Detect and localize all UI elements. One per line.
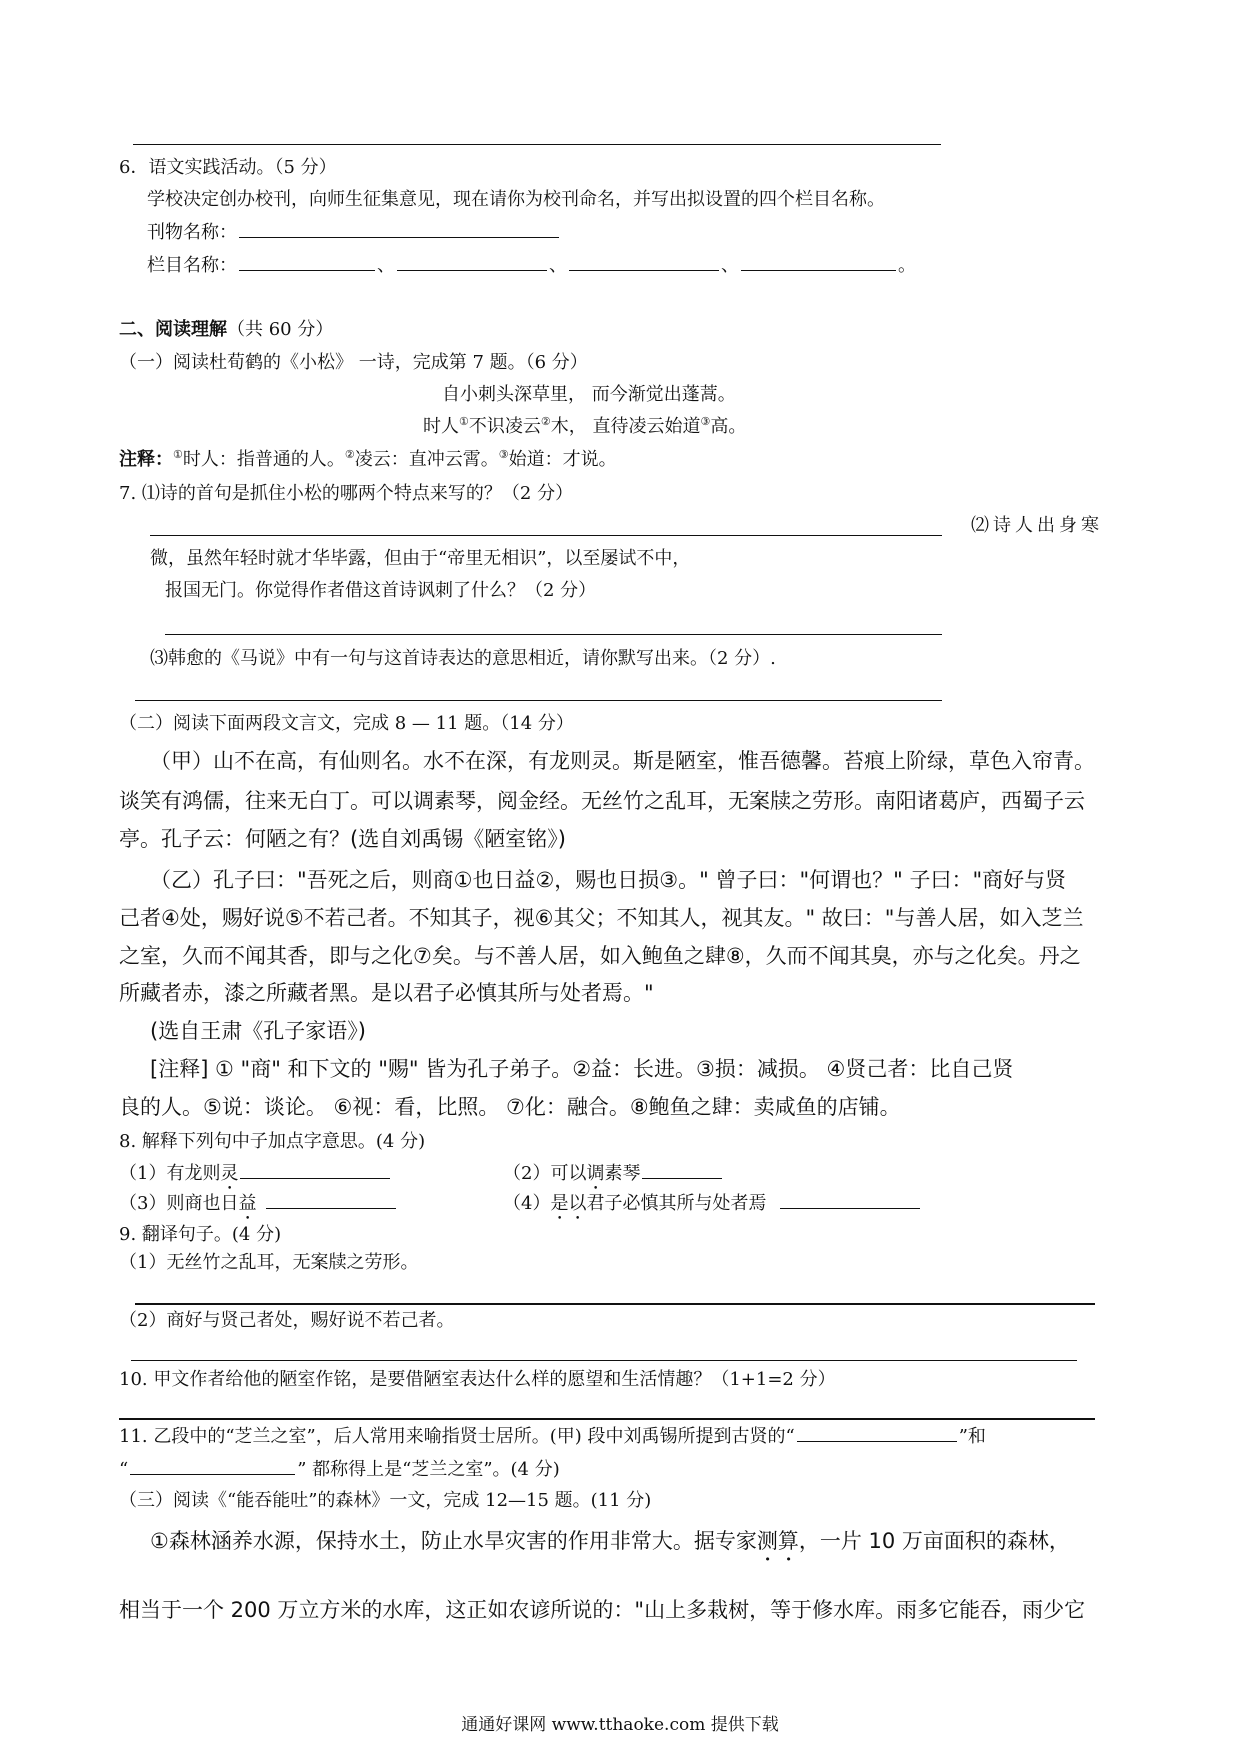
- question-7-sub3: ⑶韩愈的《马说》中有一句与这首诗表达的意思相近，请你默写出来。（2 分）.: [150, 648, 776, 669]
- question-11-line-2: [119, 1461, 560, 1479]
- separator: 、: [377, 255, 395, 276]
- answer-line[interactable]: [135, 1303, 1095, 1305]
- question-8-item-2: [503, 1163, 724, 1194]
- separator: 、: [721, 255, 739, 276]
- section-2-heading: [119, 321, 333, 339]
- answer-line[interactable]: [131, 1360, 1077, 1361]
- dotted-word: 测算: [756, 1529, 799, 1553]
- passage-3-line-2: 相当于一个 200 万立方米的水库，这正如农谚所说的："山上多栽树，等于修水库。雨多它能吞，雨少它: [119, 1598, 1086, 1622]
- passage-text: ，一片 10 万亩面积的森林，: [798, 1529, 1070, 1553]
- column-blank-2[interactable]: [397, 269, 547, 271]
- dotted-char: 益: [238, 1193, 257, 1214]
- item-text: （3）则商也日: [119, 1193, 239, 1214]
- poem-line-2: [423, 415, 747, 437]
- note-text: 凌云：直冲云霄。: [354, 449, 499, 470]
- poem-text: 高。: [710, 416, 747, 437]
- passage-3-line-1: [150, 1529, 1070, 1566]
- question-9-title: 9. 翻译句子。(4 分): [119, 1224, 282, 1245]
- answer-line[interactable]: [165, 634, 942, 635]
- note-text: 时人：指普通的人。: [182, 449, 345, 470]
- poem-text: 木， 直待凌云始道: [550, 416, 701, 437]
- question-7-sub2-line1: 微，虽然年轻时就才华毕露，但由于“帝里无相识”，以至屡试不中，: [150, 548, 691, 569]
- note-marker: ②: [540, 415, 551, 428]
- passage-notes-line-1: [注释] ① "商" 和下文的 "赐" 皆为孔子弟子。②益：长进。③损：减损。 ④贤己者：比自己贤: [150, 1057, 1014, 1081]
- poem-line-1: 自小刺头深草里， 而今渐觉出蓬蒿。: [442, 384, 736, 405]
- item-text: 君子必慎其所与处者焉: [586, 1193, 767, 1214]
- answer-line[interactable]: [119, 1418, 1095, 1420]
- question-7-sub1: 7. ⑴诗的首句是抓住小松的哪两个特点来写的？（2 分）: [119, 483, 574, 504]
- note-marker: ①: [173, 448, 183, 461]
- passage-yi-line-3: 之室，久而不闻其香，即与之化⑦矣。与不善人居，如入鲍鱼之肆⑧，久而不闻其臭，亦与之化矣。丹之: [119, 944, 1081, 968]
- passage-yi-line-4: 所藏者赤，漆之所藏者黑。是以君子必慎其所与处者焉。": [119, 981, 654, 1005]
- passage-jia-line-3: 亭。孔子云：何陋之有？(选自刘禹锡《陋室铭》): [119, 827, 566, 851]
- dotted-char: 灵: [220, 1163, 239, 1184]
- item-text: （4）: [503, 1193, 551, 1214]
- passage-jia-line-2: 谈笑有鸿儒，往来无白丁。可以调素琴，阅金经。无丝竹之乱耳，无案牍之劳形。南阳诸葛庐，西蜀子云: [119, 789, 1085, 813]
- answer-blank[interactable]: [780, 1207, 920, 1209]
- passage-text: ①森林涵养水源，保持水土，防止水旱灾害的作用非常大。据专家: [150, 1529, 757, 1553]
- magazine-name-row: [147, 224, 561, 242]
- note-marker: ③: [498, 448, 509, 461]
- column-blank-3[interactable]: [569, 269, 719, 271]
- question-text: ”和: [958, 1426, 986, 1447]
- column-blank-1[interactable]: [239, 269, 375, 271]
- item-text: 素琴: [604, 1163, 641, 1184]
- question-6-prompt: 学校决定创办校刊，向师生征集意见，现在请你为校刊命名，并写出拟设置的四个栏目名称。: [147, 189, 885, 210]
- dotted-char: 调: [586, 1163, 605, 1184]
- passage-jia-line-1: （甲）山不在高，有仙则名。水不在深，有龙则灵。斯是陋室，惟吾德馨。苔痕上阶绿，草色入帘青。: [150, 749, 1095, 773]
- question-9-sentence-2: （2）商好与贤己者处，赐好说不若己者。: [119, 1310, 455, 1331]
- answer-blank[interactable]: [240, 1177, 390, 1179]
- answer-line[interactable]: [135, 700, 942, 701]
- question-7-sub2-line2: 报国无门。你觉得作者借这首诗讽刺了什么？（2 分）: [165, 580, 597, 601]
- question-8-item-4: [503, 1193, 922, 1224]
- question-8-title: 8. 解释下列句中子加点字意思。(4 分): [119, 1131, 426, 1152]
- question-7-sub2-tail: ⑵诗人出身寒: [971, 515, 1103, 536]
- part-3-intro: （三）阅读《“能吞能吐”的森林》一文，完成 12—15 题。(11 分): [119, 1490, 652, 1511]
- answer-line: [133, 144, 941, 145]
- period: 。: [898, 255, 916, 276]
- passage-yi-line-2: 己者④处，赐好说⑤不若己者。不知其子，视⑥其父；不知其人，视其友。" 故曰："与善人居，如入芝兰: [119, 906, 1084, 930]
- answer-blank[interactable]: [642, 1177, 722, 1179]
- note-marker: ②: [344, 448, 355, 461]
- notes-label: 注释：: [119, 449, 173, 470]
- poem-notes: [119, 448, 617, 470]
- note-marker: ①: [459, 415, 469, 428]
- question-9-sentence-1: （1）无丝竹之乱耳，无案牍之劳形。: [119, 1252, 419, 1273]
- answer-blank[interactable]: [797, 1440, 957, 1442]
- passage-yi-source: (选自王肃《孔子家语》): [150, 1019, 366, 1043]
- column-blank-4[interactable]: [741, 269, 896, 271]
- columns-row: [147, 257, 916, 275]
- question-text: 11. 乙段中的“芝兰之室”，后人常用来喻指贤士居所。(甲) 段中刘禹锡所提到古贤的“: [119, 1426, 795, 1447]
- question-10-title: 10. 甲文作者给他的陋室作铭，是要借陋室表达什么样的愿望和生活情趣？（1+1=2 分）: [119, 1369, 836, 1390]
- part-1-intro: （一）阅读杜荀鹤的《小松》 一诗，完成第 7 题。（6 分）: [119, 352, 588, 373]
- item-text: （1）有龙则: [119, 1163, 221, 1184]
- section-2-score: （共 60 分）: [227, 319, 334, 340]
- note-text: 始道：才说。: [508, 449, 617, 470]
- dotted-char: 是以: [550, 1193, 587, 1214]
- answer-line[interactable]: [150, 535, 942, 536]
- poem-text: 时人: [423, 416, 459, 437]
- poem-text: 不识凌云: [468, 416, 541, 437]
- part-2-intro: （二）阅读下面两段文言文，完成 8 — 11 题。（14 分）: [119, 713, 574, 734]
- separator: 、: [549, 255, 567, 276]
- question-8-item-1: [119, 1163, 392, 1194]
- magazine-name-blank[interactable]: [239, 236, 559, 238]
- note-marker: ③: [700, 415, 711, 428]
- question-text: ” 都称得上是“芝兰之室”。(4 分): [297, 1459, 560, 1480]
- question-8-item-3: [119, 1193, 398, 1224]
- question-6-title: 6．语文实践活动。（5 分）: [119, 157, 337, 178]
- section-2-title: 二、阅读理解: [119, 319, 227, 340]
- passage-notes-line-2: 良的人。⑤说：谈论。 ⑥视：看，比照。 ⑦化：融合。⑧鲍鱼之肆：卖咸鱼的店铺。: [119, 1095, 901, 1119]
- page-footer: 通通好课网 www.tthaoke.com 提供下载: [461, 1715, 779, 1735]
- magazine-name-label: 刊物名称：: [147, 222, 237, 243]
- question-11-line-1: [119, 1428, 986, 1446]
- answer-blank[interactable]: [130, 1473, 295, 1475]
- item-text: （2）可以: [503, 1163, 587, 1184]
- answer-blank[interactable]: [266, 1207, 396, 1209]
- columns-label: 栏目名称：: [147, 255, 237, 276]
- passage-yi-line-1: （乙）孔子曰："吾死之后，则商①也日益②，赐也日损③。" 曾子曰："何谓也？" 子曰："商好与贤: [150, 868, 1067, 892]
- question-text: “: [119, 1459, 129, 1480]
